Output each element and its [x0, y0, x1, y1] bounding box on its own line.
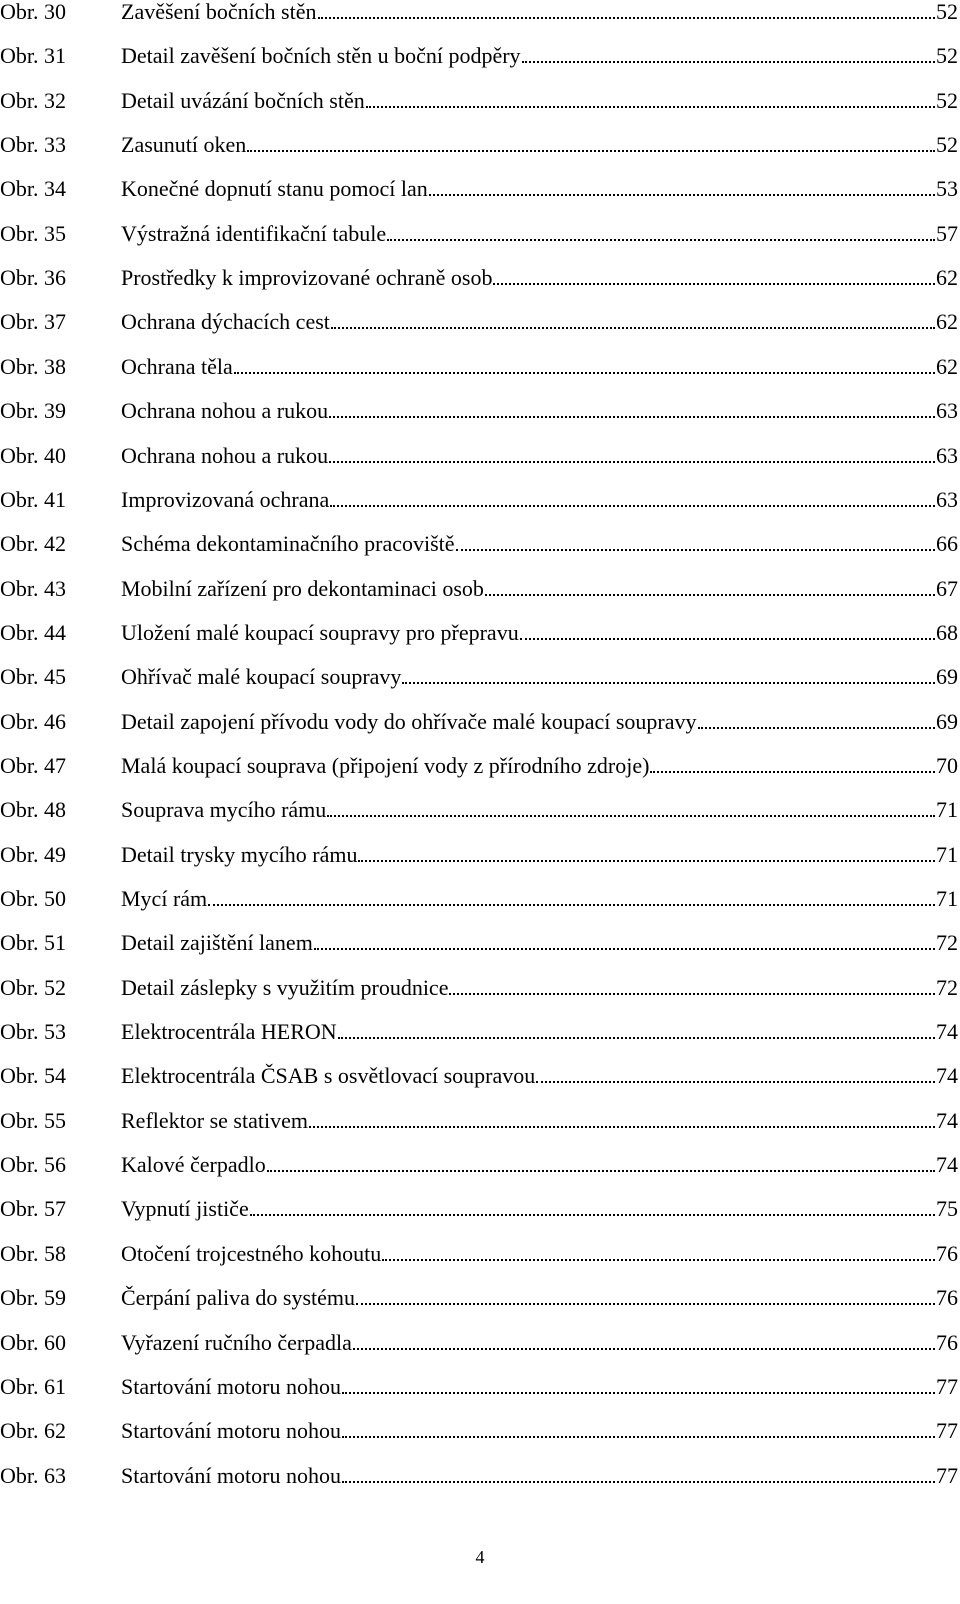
figure-page-number: 62 — [936, 309, 958, 335]
dot-leader — [329, 445, 935, 467]
figure-title: Ohřívač malé koupací soupravy — [121, 664, 402, 690]
figure-label: Obr. 56 — [0, 1152, 66, 1178]
toc-entry[interactable] — [0, 123, 958, 167]
toc-entry[interactable] — [0, 0, 958, 34]
figure-label: Obr. 50 — [0, 886, 66, 911]
figure-title: Ochrana nohou a rukou — [121, 442, 329, 468]
toc-entry[interactable] — [0, 921, 958, 965]
dot-leader — [318, 1, 936, 23]
figure-label: Obr. 40 — [0, 442, 66, 468]
figure-title: Konečné dopnutí stanu pomocí lan — [121, 176, 428, 202]
figure-page-number: 77 — [936, 1373, 958, 1399]
toc-entry[interactable] — [0, 1409, 958, 1453]
figure-page-number: 77 — [936, 1462, 958, 1488]
dot-leader — [485, 578, 935, 600]
figure-title: Prostředky k improvizované ochraně osob — [121, 265, 493, 291]
figure-label: Obr. 47 — [0, 752, 66, 778]
figure-page-number: 71 — [936, 886, 958, 911]
dot-leader — [429, 178, 935, 200]
figure-label: Obr. 58 — [0, 1240, 66, 1266]
dot-leader — [342, 1420, 935, 1442]
figure-label: Obr. 45 — [0, 664, 66, 690]
dot-leader — [356, 1287, 935, 1309]
dot-leader — [338, 1021, 935, 1043]
figure-page-number: 74 — [936, 1019, 958, 1045]
toc-entry[interactable] — [0, 788, 958, 832]
dot-leader — [650, 755, 935, 777]
figure-label: Obr. 53 — [0, 1019, 66, 1045]
figure-page-number: 62 — [936, 353, 958, 379]
figure-label: Obr. 32 — [0, 87, 66, 113]
dot-leader — [366, 90, 935, 112]
dot-leader — [267, 1154, 935, 1176]
dot-leader — [331, 311, 935, 333]
figure-title: Improvizovaná ochrana — [121, 486, 330, 512]
figure-label: Obr. 39 — [0, 398, 66, 424]
figure-title: Ochrana těla — [121, 353, 233, 379]
figure-label: Obr. 41 — [0, 486, 66, 512]
figure-label: Obr. 63 — [0, 1462, 66, 1488]
figure-label: Obr. 30 — [0, 0, 66, 24]
figure-title: Detail záslepky s využitím proudnice — [121, 974, 449, 1000]
figure-page-number: 72 — [936, 974, 958, 1000]
dot-leader — [382, 1243, 935, 1265]
dot-leader — [247, 134, 935, 156]
figure-title: Elektrocentrála HERON — [121, 1019, 337, 1045]
dot-leader — [449, 977, 935, 999]
figure-page-number: 69 — [936, 664, 958, 690]
figure-page-number: 66 — [936, 531, 958, 557]
figure-page-number: 67 — [936, 575, 958, 601]
figure-title: Čerpání paliva do systému — [121, 1285, 356, 1311]
figure-label: Obr. 55 — [0, 1107, 66, 1133]
figure-page-number: 72 — [936, 930, 958, 956]
toc-entry[interactable] — [0, 478, 958, 522]
figure-label: Obr. 33 — [0, 132, 66, 158]
figure-title: Ochrana dýchacích cest — [121, 309, 330, 335]
toc-entry[interactable] — [0, 434, 958, 478]
figure-label: Obr. 31 — [0, 43, 66, 69]
figure-label: Obr. 61 — [0, 1373, 66, 1399]
figure-label: Obr. 48 — [0, 797, 66, 823]
toc-entry[interactable] — [0, 1187, 958, 1231]
figure-title: Vypnutí jističe — [121, 1196, 249, 1222]
figure-title: Detail zajištění lanem — [121, 930, 313, 956]
figure-title: Detail zavěšení bočních stěn u boční podpěry — [121, 43, 521, 69]
toc-entry[interactable] — [0, 700, 958, 744]
figure-label: Obr. 44 — [0, 619, 66, 645]
figure-title: Ochrana nohou a rukou — [121, 398, 329, 424]
figure-title: Vyřazení ručního čerpadla — [121, 1329, 352, 1355]
figure-title: Schéma dekontaminačního pracoviště — [121, 531, 455, 557]
figure-label: Obr. 60 — [0, 1329, 66, 1355]
figure-page-number: 74 — [936, 1063, 958, 1089]
figure-page-number: 62 — [936, 265, 958, 291]
figure-title: Elektrocentrála ČSAB s osvětlovací soupravou — [121, 1063, 536, 1089]
figure-page-number: 76 — [936, 1285, 958, 1311]
toc-entry[interactable] — [0, 966, 958, 1010]
figure-page-number: 63 — [936, 398, 958, 424]
toc-entry[interactable] — [0, 522, 958, 566]
figure-title: Detail trysky mycího rámu — [121, 841, 358, 867]
toc-entry[interactable] — [0, 567, 958, 611]
figure-title: Zasunutí oken — [121, 132, 247, 158]
toc-entry[interactable] — [0, 1276, 958, 1320]
dot-leader — [402, 666, 935, 688]
toc-entry[interactable] — [0, 1365, 958, 1409]
figure-title: Výstražná identifikační tabule — [121, 220, 387, 246]
dot-leader — [698, 711, 936, 733]
figure-title: Detail uvázání bočních stěn — [121, 87, 365, 113]
figure-page-number: 68 — [936, 619, 958, 645]
figure-page-number: 76 — [936, 1240, 958, 1266]
dot-leader — [330, 489, 935, 511]
dot-leader — [520, 622, 935, 644]
toc-entry[interactable] — [0, 1232, 958, 1276]
figure-title: Kalové čerpadlo — [121, 1152, 266, 1178]
toc-entry[interactable] — [0, 345, 958, 389]
figure-label: Obr. 42 — [0, 531, 66, 557]
figure-page-number: 52 — [936, 0, 958, 24]
dot-leader — [309, 1110, 935, 1132]
toc-entry[interactable] — [0, 212, 958, 256]
figure-label: Obr. 46 — [0, 708, 66, 734]
toc-entry[interactable] — [0, 167, 958, 211]
figure-page-number: 70 — [936, 752, 958, 778]
figure-label: Obr. 35 — [0, 220, 66, 246]
toc-entry[interactable] — [0, 655, 958, 699]
figure-page-number: 71 — [936, 841, 958, 867]
figure-title: Startování motoru nohou — [121, 1373, 341, 1399]
toc-entry[interactable] — [0, 744, 958, 788]
figure-label: Obr. 37 — [0, 309, 66, 335]
figure-label: Obr. 49 — [0, 841, 66, 867]
toc-entry[interactable] — [0, 1143, 958, 1187]
figure-page-number: 57 — [936, 220, 958, 246]
figure-title: Malá koupací souprava (připojení vody z přírodního zdroje) — [121, 752, 650, 778]
figure-page-number: 77 — [936, 1418, 958, 1444]
figure-page-number: 74 — [936, 1107, 958, 1133]
dot-leader — [342, 1376, 935, 1398]
toc-entry[interactable] — [0, 833, 958, 877]
toc-entry[interactable] — [0, 79, 958, 123]
figure-label: Obr. 59 — [0, 1285, 66, 1311]
dot-leader — [250, 1198, 935, 1220]
figure-title: Startování motoru nohou — [121, 1418, 341, 1444]
figure-page-number: 53 — [936, 176, 958, 202]
figure-page-number: 63 — [936, 442, 958, 468]
figure-page-number: 52 — [936, 132, 958, 158]
figure-label: Obr. 34 — [0, 176, 66, 202]
toc-entry[interactable] — [0, 256, 958, 300]
toc-entry[interactable] — [0, 1454, 958, 1498]
toc-entry[interactable] — [0, 1321, 958, 1365]
figure-label: Obr. 57 — [0, 1196, 66, 1222]
figure-title: Otočení trojcestného kohoutu — [121, 1240, 382, 1266]
dot-leader — [327, 799, 935, 821]
dot-leader — [522, 45, 935, 67]
figure-title: Reflektor se stativem — [121, 1107, 308, 1133]
figure-title: Startování motoru nohou — [121, 1462, 341, 1488]
dot-leader — [329, 400, 935, 422]
dot-leader — [314, 932, 935, 954]
figure-title: Uložení malé koupací soupravy pro přepravu — [121, 619, 519, 645]
figure-page-number: 76 — [936, 1329, 958, 1355]
figure-page-number: 69 — [936, 708, 958, 734]
dot-leader — [234, 356, 935, 378]
figure-title: Mycí rám — [121, 886, 208, 911]
figure-page-number: 75 — [936, 1196, 958, 1222]
toc-entry[interactable] — [0, 1054, 958, 1098]
dot-leader — [536, 1065, 935, 1087]
toc-entry[interactable] — [0, 389, 958, 433]
toc-entry[interactable] — [0, 1099, 958, 1143]
figure-page-number: 63 — [936, 486, 958, 512]
dot-leader — [342, 1465, 935, 1487]
figure-title: Souprava mycího rámu — [121, 797, 327, 823]
figure-title: Mobilní zařízení pro dekontaminaci osob — [121, 575, 484, 601]
figure-label: Obr. 52 — [0, 974, 66, 1000]
figure-page-number: 74 — [936, 1152, 958, 1178]
figure-label: Obr. 54 — [0, 1063, 66, 1089]
figure-page-number: 71 — [936, 797, 958, 823]
toc-entry[interactable] — [0, 611, 958, 655]
toc-entry[interactable] — [0, 300, 958, 344]
figure-label: Obr. 43 — [0, 575, 66, 601]
figure-page-number: 52 — [936, 87, 958, 113]
toc-entry[interactable] — [0, 1010, 958, 1054]
figure-label: Obr. 51 — [0, 930, 66, 956]
dot-leader — [456, 533, 935, 555]
toc-entry[interactable] — [0, 877, 958, 921]
figure-page-number: 52 — [936, 43, 958, 69]
dot-leader — [493, 267, 935, 289]
dot-leader — [387, 223, 935, 245]
dot-leader — [353, 1332, 935, 1354]
page-number: 4 — [475, 1547, 485, 1567]
figure-label: Obr. 62 — [0, 1418, 66, 1444]
dot-leader — [358, 844, 935, 866]
figure-title: Zavěšení bočních stěn — [121, 0, 317, 24]
toc-entry[interactable] — [0, 34, 958, 78]
figure-label: Obr. 38 — [0, 353, 66, 379]
figure-label: Obr. 36 — [0, 265, 66, 291]
figure-title: Detail zapojení přívodu vody do ohřívače malé koupací soupravy — [121, 708, 697, 734]
dot-leader — [208, 888, 935, 910]
